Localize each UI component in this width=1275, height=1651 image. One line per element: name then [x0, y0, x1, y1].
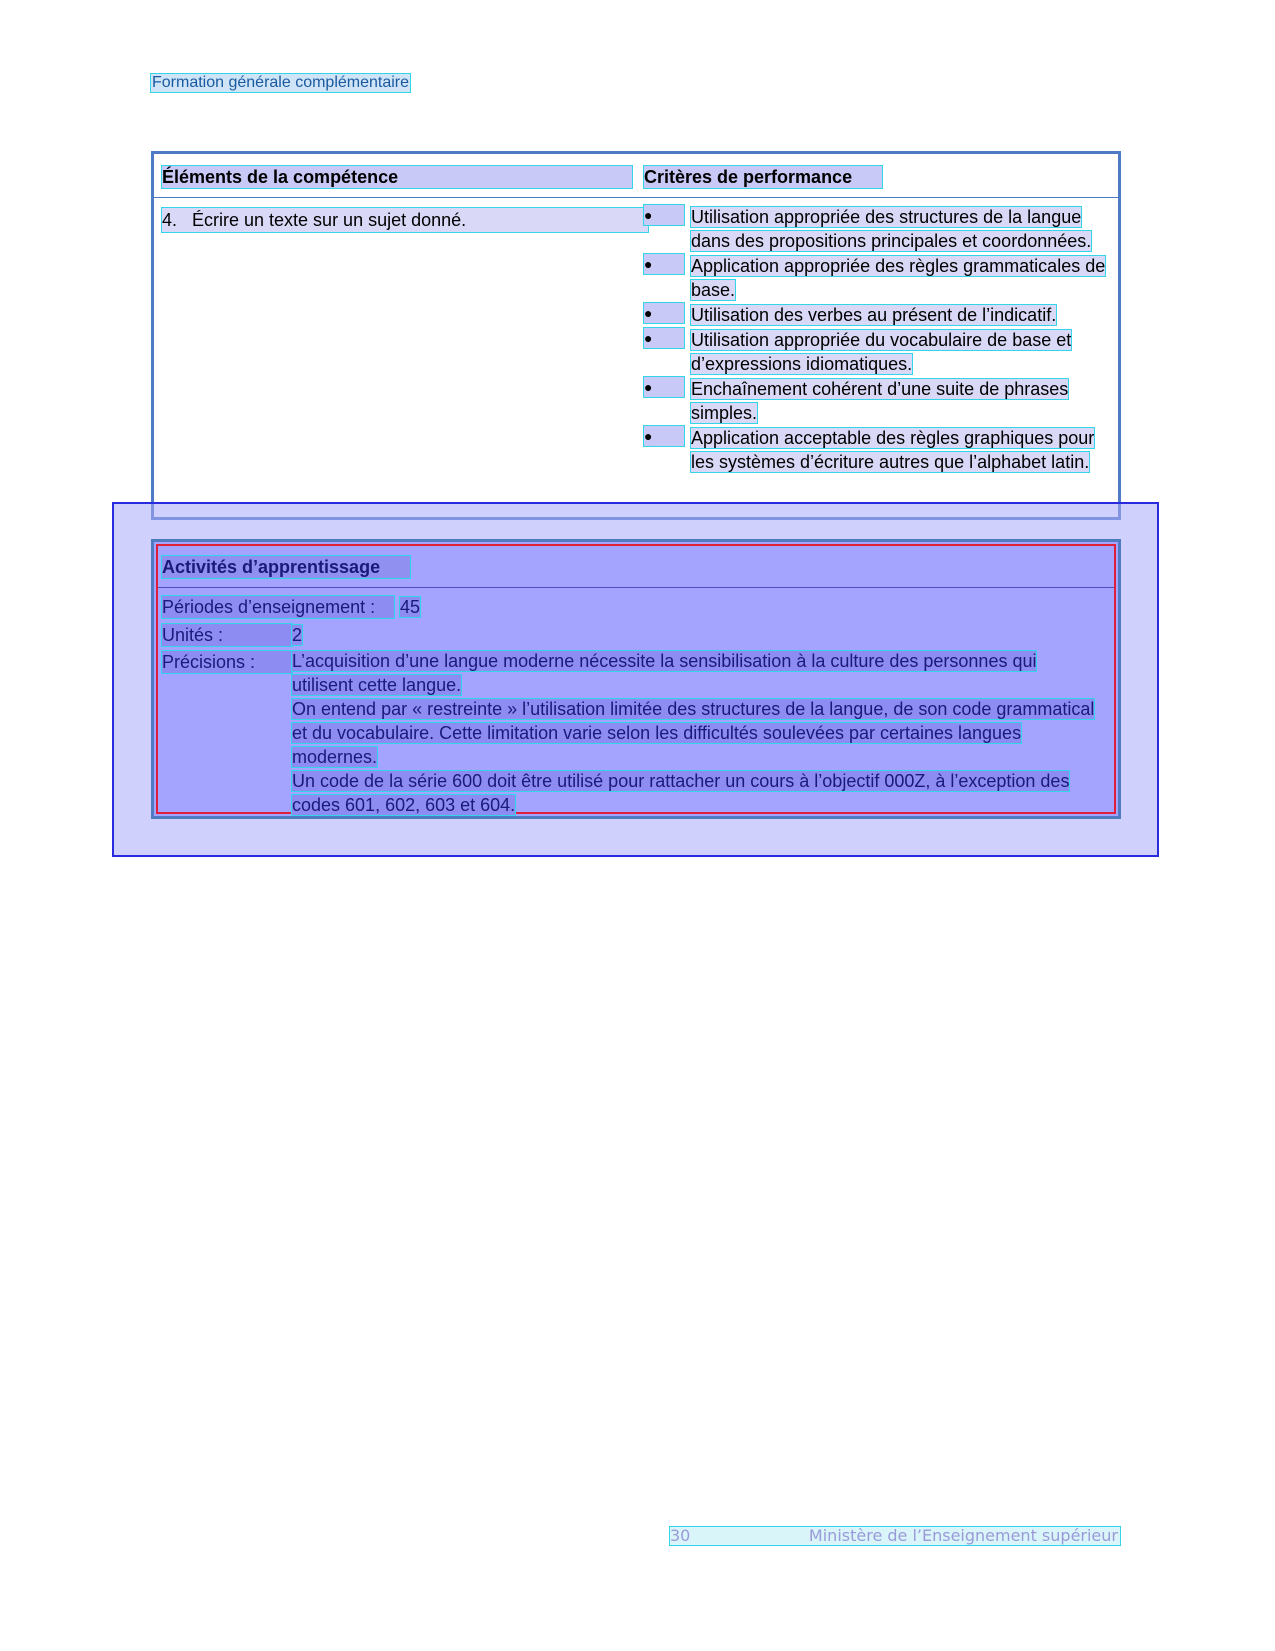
precisions-text: [292, 649, 1100, 817]
precisions-row: [162, 651, 292, 673]
bullet-icon: ●: [644, 303, 684, 323]
criteria-text: Utilisation appropriée du vocabulaire de base et d’expressions idiomatiques.: [691, 330, 1072, 374]
ministry-name: Ministère de l’Enseignement supérieur: [808, 1526, 1118, 1545]
precision-text: L’acquisition d’une langue moderne nécessite la sensibilisation à la culture des personnes qui utilisent cette langue.: [292, 651, 1037, 695]
bullet-icon: ●: [644, 328, 684, 348]
criteria-text: Application acceptable des règles graphiques pour les systèmes d’écriture autres que l’alphabet latin.: [691, 428, 1095, 472]
competence-table: [151, 151, 1121, 520]
precision-text: On entend par « restreinte » l’utilisation limitée des structures de la langue, de son code grammatical et du vocabulaire. Cette limitation varie selon les difficultés soulevées par certaines langues modernes.: [292, 699, 1095, 767]
criteria-item: [644, 328, 1114, 376]
bullet-icon: ●: [644, 426, 684, 446]
criteria-item: [644, 205, 1114, 253]
criteria-item: [644, 254, 1114, 302]
periods-label: Périodes d’enseignement :: [162, 596, 394, 618]
precision-paragraph: [292, 649, 1100, 697]
units-value: 2: [292, 625, 303, 645]
criteria-list: [644, 205, 1114, 475]
header-criteria: Critères de performance: [644, 166, 882, 188]
criteria-item: [644, 303, 1114, 327]
criteria-item: [644, 377, 1114, 425]
table-header-row: [154, 154, 1118, 198]
precision-paragraph: [292, 697, 1100, 769]
criteria-text: Utilisation appropriée des structures de la langue dans des propositions principales et coordonnées.: [691, 207, 1092, 251]
criteria-item: [644, 426, 1114, 474]
bullet-icon: ●: [644, 205, 684, 225]
running-header: Formation générale complémentaire: [152, 74, 410, 91]
criteria-text: Utilisation des verbes au présent de l’indicatif.: [691, 305, 1057, 325]
competence-element: [162, 208, 648, 232]
element-number: 4.: [162, 210, 178, 230]
units-label: Unités :: [162, 624, 292, 646]
criteria-text: Enchaînement cohérent d’une suite de phrases simples.: [691, 379, 1069, 423]
precision-text: Un code de la série 600 doit être utilisé pour rattacher un cours à l’objectif 000Z, à l’exception des codes 601, 602, 603 et 604.: [292, 771, 1070, 815]
activities-divider: [158, 587, 1114, 588]
page-footer: [670, 1527, 1120, 1545]
activities-inner-frame: [156, 544, 1116, 814]
periods-value: 45: [400, 597, 421, 617]
page-number: 30: [670, 1526, 691, 1545]
activities-box: [151, 539, 1121, 819]
bullet-icon: ●: [644, 377, 684, 397]
criteria-text: Application appropriée des règles grammaticales de base.: [691, 256, 1106, 300]
element-text: Écrire un texte sur un sujet donné.: [192, 210, 467, 230]
precision-paragraph: [292, 769, 1100, 817]
precisions-label: Précisions :: [162, 651, 292, 673]
activities-title: Activités d’apprentissage: [162, 556, 410, 578]
periods-row: [162, 596, 420, 618]
units-row: [162, 624, 302, 646]
header-elements: Éléments de la compétence: [162, 166, 632, 188]
bullet-icon: ●: [644, 254, 684, 274]
